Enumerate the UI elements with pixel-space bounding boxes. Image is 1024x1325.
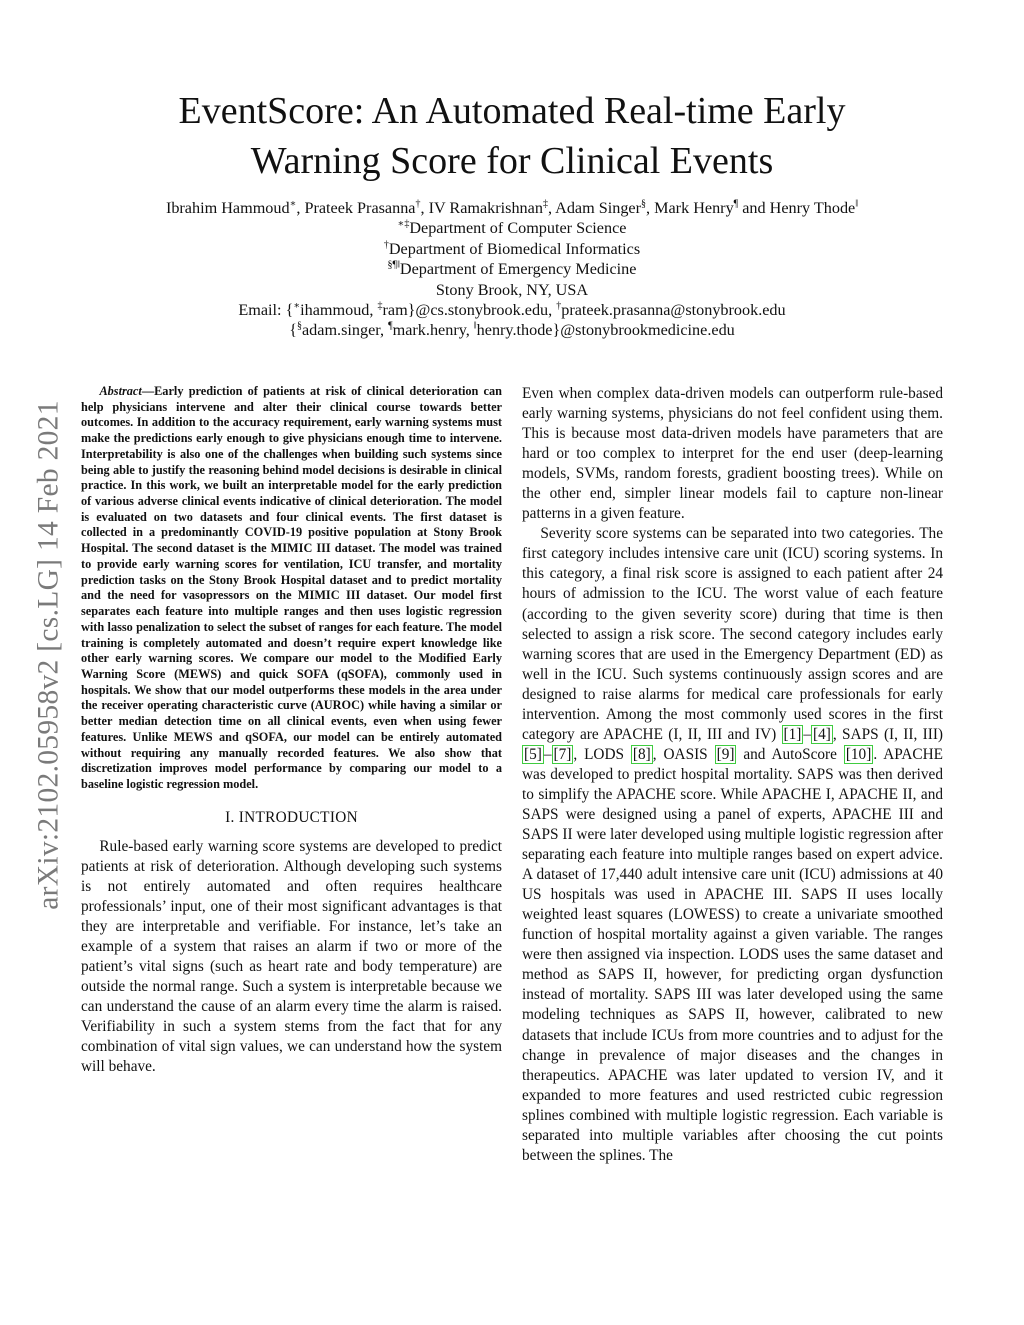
email-text: ihammoud, — [300, 301, 378, 320]
affiliation-marks: † — [383, 239, 389, 251]
citation-link[interactable]: [8] — [632, 745, 651, 763]
paragraph-text: , OASIS — [652, 745, 715, 763]
email-mark: § — [297, 321, 302, 333]
affiliation-marks: ∗‡ — [397, 219, 410, 231]
affiliation-text: Department of Emergency Medicine — [399, 260, 637, 279]
intro-paragraph-1: Rule-based early warning score systems are developed to predict patients at risk of deterioration. Although developing such systems is not entirely automated and often requires healthcare professionals’ input, one of their most significant advantages is that they are interpretable and verifiable. For instance, let’s take an example of a system that raises an alarm if two or more of the patient’s vital signs (such as heart rate and body temperature) are outside the normal range. Such a system is interpretable because we can understand the cause of an alarm every time the alarm is raised. Verifiability in such a system stems from the fact that for any combination of vital sign values, we can understand how the system will behave. — [81, 837, 502, 1076]
arxiv-identifier-stamp — [28, 360, 70, 950]
affiliation-line — [60, 239, 964, 259]
right-column — [522, 384, 943, 1166]
citation-link[interactable]: [1] — [783, 725, 802, 743]
email-line-2 — [60, 320, 964, 340]
affiliation-text: Department of Computer Science — [409, 219, 627, 238]
section-title-rest: NTRODUCTION — [244, 808, 358, 826]
paragraph-text: . APACHE was developed to predict hospital mortality. SAPS was then derived to simplify the APACHE score. While APACHE I, APACHE II, and SAPS were designed using a panel of experts, APACHE III and SAPS II were later developed using multiple logistic regression after separating each feature into multiple ranges based on expert advice. A dataset of 17,440 adult intensive care unit (ICU) admissions at 40 US hospitals was used in APACHE III. SAPS II uses locally weighted least squares (LOWESS) to create a univariate smoothed function of hospital mortality against a given variable. The ranges were then assigned via inspection. LODS uses the same dataset and method as SAPS II, however, for predicting organ dysfunction instead of mortality. SAPS III was later developed using the same modeling techniques as SAPS II, however, calibrated to new datasets that include ICUs from more countries and to adjust for the change in prevalence of major diseases and the changes in therapeutics. APACHE was later updated to version IV, and it expanded to more features and used restricted cubic regression splines combined with multiple logistic regression. Each variable is separated into multiple variables after choosing the cut points between the splines. The — [522, 745, 943, 1164]
email-text: ram}@cs.stonybrook.edu, — [382, 301, 557, 320]
author-name: Ibrahim Hammoud — [165, 199, 290, 217]
paper-title-line-2: Warning Score for Clinical Events — [250, 140, 774, 182]
email-mark: ¶ — [388, 321, 393, 333]
affiliation-line — [60, 218, 964, 238]
email-text: adam.singer, — [302, 321, 389, 340]
email-text: henry.thode}@stonybrookmedicine.edu — [476, 321, 735, 340]
left-column — [81, 384, 502, 1077]
abstract-text: —Early prediction of patients at risk of clinical deterioration can help physicians intervene and alter their clinical course towards better outcomes. In addition to the accuracy requirement, early warning systems must make the predictions early enough to give physicians enough time to intervene. Interpretability is also one of the challenges when building such systems since being able to justify the reasoning behind model decisions is desirable in clinical practice. In this work, we built an interpretable model for the early prediction of various adverse clinical events indicative of clinical deterioration. The model is evaluated on two datasets and four clinical events. The first dataset is collected in a predominantly COVID-19 positive population at Stony Brook Hospital. The second dataset is the MIMIC III dataset. The model was trained to provide early warning scores for ventilation, ICU transfer, and mortality prediction tasks on the Stony Brook Hospital dataset and to predict mortality and the need for vasopressors on the MIMIC III dataset. Our model first separates each feature into multiple ranges and then uses logistic regression with lasso penalization to select the subset of ranges for each feature. The model training is completely automated and doesn’t require expert knowledge like other early warning scores. We compare our model to the Modified Early Warning Score (MEWS) and quick SOFA (qSOFA), commonly used in hospitals. We show that our model outperforms these models in the area under the receiver operating characteristic curve (AUROC) while having a similar or better median detection time on all clinical events, even when using fewer features. Unlike MEWS and qSOFA, our model can be entirely automated without requiring any manually recorded features. We also show that discretization improves model performance by comparing our model to a baseline logistic regression model. — [81, 384, 502, 791]
citation-link[interactable]: [5] — [524, 745, 542, 763]
location-line: Stony Brook, NY, USA — [435, 280, 589, 299]
affiliation-line — [60, 259, 964, 279]
author-name: Henry Thode — [769, 199, 856, 217]
citation-link[interactable]: [10] — [845, 745, 872, 763]
author-mark: ¶ — [733, 198, 739, 210]
citation-link[interactable]: [4] — [813, 725, 831, 743]
email-mark: † — [556, 300, 562, 312]
email-mark: ‖ — [473, 321, 477, 333]
author-mark: ∗ — [289, 198, 297, 210]
email-mark: ‡ — [377, 300, 383, 312]
author-names — [60, 198, 964, 218]
citation-range-dash: – — [543, 745, 552, 763]
right-paragraph-2 — [522, 524, 943, 1166]
author-mark: ‖ — [855, 198, 859, 210]
abstract-label: Abstract — [99, 384, 142, 398]
email-mark: ∗ — [293, 300, 301, 312]
author-separator: , — [547, 199, 556, 217]
section-number: I. — [225, 808, 239, 826]
right-paragraph-1: Even when complex data-driven models can outperform rule-based early warning systems, physicians do not feel confident using them. This is because most data-driven models have parameters that are hard or too complex to interpret for the end user (deep-learning models, SVMs, random forests, gradient boosting trees). While on the other end, simpler linear models fail to capture non-linear patterns in a given feature. — [522, 385, 943, 523]
affiliation-text: Department of Biomedical Informatics — [388, 239, 641, 258]
section-title-initial: I — [238, 808, 245, 826]
affiliation-marks: §¶‖ — [387, 259, 400, 271]
abstract — [81, 384, 502, 793]
author-block — [60, 198, 964, 341]
email-prefix: Email: { — [238, 301, 294, 320]
email-line-1 — [60, 300, 964, 320]
citation-range-dash: – — [803, 725, 812, 743]
paragraph-text: , LODS — [573, 745, 631, 763]
paragraph-text: , SAPS (I, II, III) — [832, 725, 944, 743]
author-name: IV Ramakrishnan — [428, 199, 543, 217]
arxiv-identifier-text: arXiv:2102.05958v2 [cs.LG] 14 Feb 2021 — [32, 400, 65, 910]
paper-title — [100, 86, 924, 186]
author-name: Prateek Prasanna — [304, 199, 416, 217]
paragraph-text: Severity score systems can be separated into two categories. The first category includes intensive care unit (ICU) scoring systems. In this category, a final risk score is assigned to each patient after 24 hours of admission to the ICU. The worst value of each feature (according to the given severity score) during that time is then selected to assign a risk score. The second category includes early warning scores that are used in the Emergency Department (ED) as well in the ICU. Such systems continuously assign scores and are designed to raise alarms for medical care professionals for early intervention. Among the most commonly used scores in the first category are APACHE (I, II, III and IV) — [522, 525, 943, 743]
author-separator: and — [738, 199, 770, 217]
email-text: mark.henry, — [392, 321, 474, 340]
author-name: Mark Henry — [654, 199, 734, 217]
author-name: Adam Singer — [555, 199, 642, 217]
section-heading-introduction — [81, 808, 502, 828]
paragraph-text: and AutoScore — [736, 745, 844, 763]
citation-link[interactable]: [7] — [553, 745, 572, 763]
citation-link[interactable]: [9] — [716, 745, 735, 763]
email-prefix: { — [289, 321, 297, 340]
author-mark: ‡ — [542, 198, 548, 210]
author-mark: † — [415, 198, 421, 210]
author-mark: § — [641, 198, 647, 210]
author-separator: , — [646, 199, 655, 217]
paper-title-line-1: EventScore: An Automated Real-time Early — [178, 90, 846, 132]
author-separator: , — [296, 199, 305, 217]
email-text: prateek.prasanna@stonybrook.edu — [561, 301, 786, 320]
author-separator: , — [420, 199, 429, 217]
